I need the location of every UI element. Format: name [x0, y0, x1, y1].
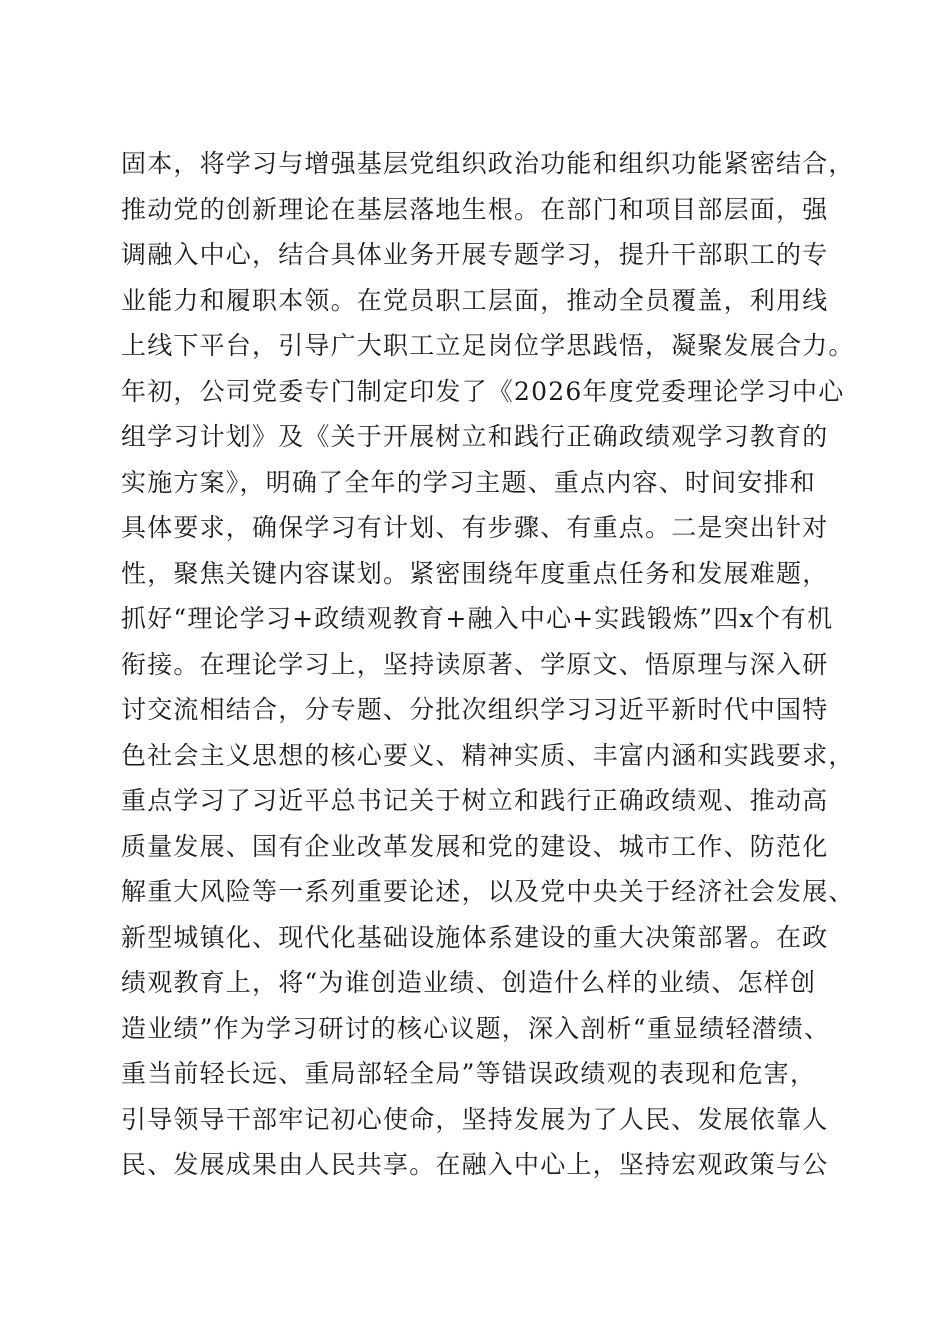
text-line: 调融入中心，结合具体业务开展专题学习，提升干部职工的专	[121, 240, 829, 269]
text-line: 具体要求，确保学习有计划、有步骤、有重点。二是突出针对	[121, 513, 829, 542]
text-line: 绩观教育上，将“为谁创造业绩、创造什么样的业绩、怎样创	[121, 968, 817, 997]
text-line: 组学习计划》及《关于开展树立和践行正确政绩观学习教育的	[121, 422, 829, 451]
text-line: 造业绩”作为学习研讨的核心议题，深入剖析“重显绩轻潜绩、	[121, 1013, 831, 1043]
text-line: 解重大风险等一系列重要论述，以及党中央关于经济社会发展、	[121, 877, 855, 906]
text-line: 民、发展成果由人民共享。在融入中心上，坚持宏观政策与公	[121, 1150, 829, 1179]
text-line: 年初，公司党委专门制定印发了《2026年度党委理论学习中心	[121, 376, 845, 406]
text-line: 性，聚焦关键内容谋划。紧密围绕年度重点任务和发展难题，	[121, 558, 829, 588]
text-line: 实施方案》，明确了全年的学习主题、重点内容、时间安排和	[121, 467, 816, 497]
text-line: 推动党的创新理论在基层落地生根。在部门和项目部层面，强	[121, 194, 829, 224]
text-line: 色社会主义思想的核心要义、精神实质、丰富内涵和实践要求，	[121, 740, 855, 770]
text-line: 引导领导干部牢记初心使命，坚持发展为了人民、发展依靠人	[121, 1104, 829, 1134]
text-line: 重当前轻长远、重局部轻全局”等错误政绩观的表现和危害，	[121, 1059, 817, 1088]
text-line: 质量发展、国有企业改革发展和党的建设、城市工作、防范化	[121, 831, 829, 861]
text-line: 业能力和履职本领。在党员职工层面，推动全员覆盖，利用线	[121, 285, 829, 315]
text-line: 新型城镇化、现代化基础设施体系建设的重大决策部署。在政	[121, 922, 829, 952]
text-line: 重点学习了习近平总书记关于树立和践行正确政绩观、推动高	[121, 786, 829, 815]
text-line: 衔接。在理论学习上，坚持读原著、学原文、悟原理与深入研	[121, 649, 829, 679]
text-line: 讨交流相结合，分专题、分批次组织学习习近平新时代中国特	[121, 695, 829, 724]
text-line: 固本，将学习与增强基层党组织政治功能和组织功能紧密结合，	[121, 149, 855, 178]
body-text	[121, 141, 855, 1188]
text-line: 上线下平台，引导广大职工立足岗位学思践悟，凝聚发展合力。	[121, 331, 855, 360]
text-line: 抓好“理论学习+政绩观教育+融入中心+实践锻炼”四x个有机	[121, 604, 834, 633]
